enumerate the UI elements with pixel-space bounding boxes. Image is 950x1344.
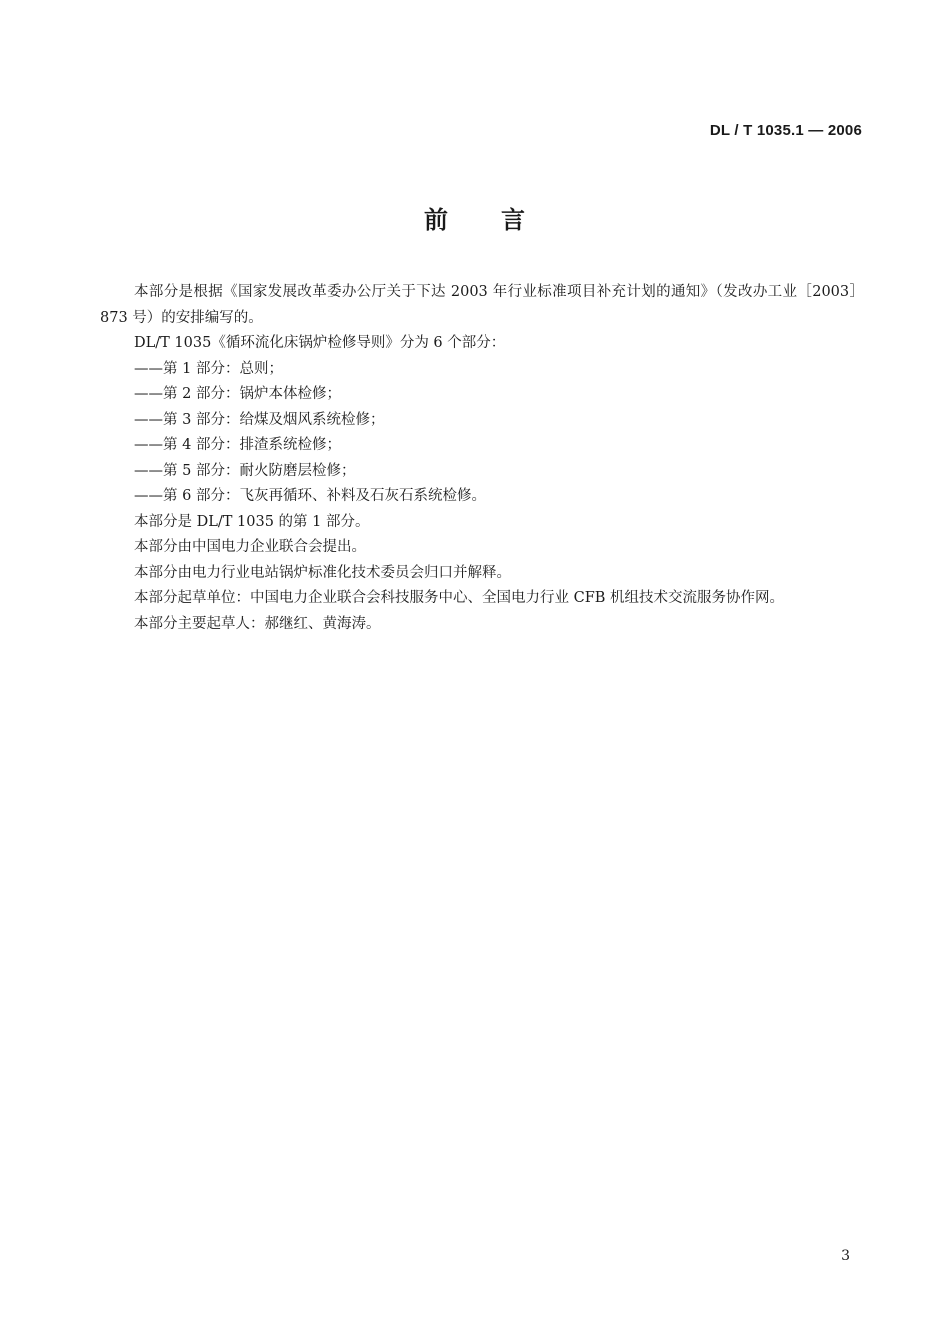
list-item-part-2: ——第 2 部分：锅炉本体检修； bbox=[134, 386, 341, 402]
list-item-part-4: ——第 4 部分：排渣系统检修； bbox=[134, 437, 341, 453]
paragraph-interpreter: 本部分由电力行业电站锅炉标准化技术委员会归口并解释。 bbox=[134, 564, 511, 581]
standard-code: DL / T 1035.1 — 2006 bbox=[709, 122, 862, 139]
list-item-part-6: ——第 6 部分：飞灰再循环、补料及石灰石系统检修。 bbox=[134, 488, 486, 504]
title-char-2: 言 bbox=[501, 206, 526, 234]
list-item-part-3: ——第 3 部分：给煤及烟风系统检修； bbox=[134, 411, 385, 428]
foreword-body bbox=[100, 280, 864, 637]
list-item-part-5: ——第 5 部分：耐火防磨层检修； bbox=[134, 462, 356, 479]
paragraph-drafters: 本部分主要起草人：郝继红、黄海涛。 bbox=[134, 615, 381, 632]
title-char-1: 前 bbox=[424, 206, 449, 234]
list-item-part-1: ——第 1 部分：总则； bbox=[134, 360, 283, 377]
page-number: 3 bbox=[841, 1248, 850, 1264]
page-title bbox=[0, 200, 950, 235]
paragraph-basis: 本部分是根据《国家发展改革委办公厅关于下达 2003 年行业标准项目补充计划的通知》（发改办工业［2003］873 号）的安排编写的。 bbox=[100, 284, 864, 326]
paragraph-drafting-units: 本部分起草单位：中国电力企业联合会科技服务中心、全国电力行业 CFB 机组技术交流服务协作网。 bbox=[134, 590, 785, 606]
paragraph-proposer: 本部分由中国电力企业联合会提出。 bbox=[134, 539, 366, 555]
paragraph-this-part: 本部分是 DL/T 1035 的第 1 部分。 bbox=[134, 513, 370, 530]
paragraph-parts-intro: DL/T 1035《循环流化床锅炉检修导则》分为 6 个部分： bbox=[134, 335, 506, 351]
